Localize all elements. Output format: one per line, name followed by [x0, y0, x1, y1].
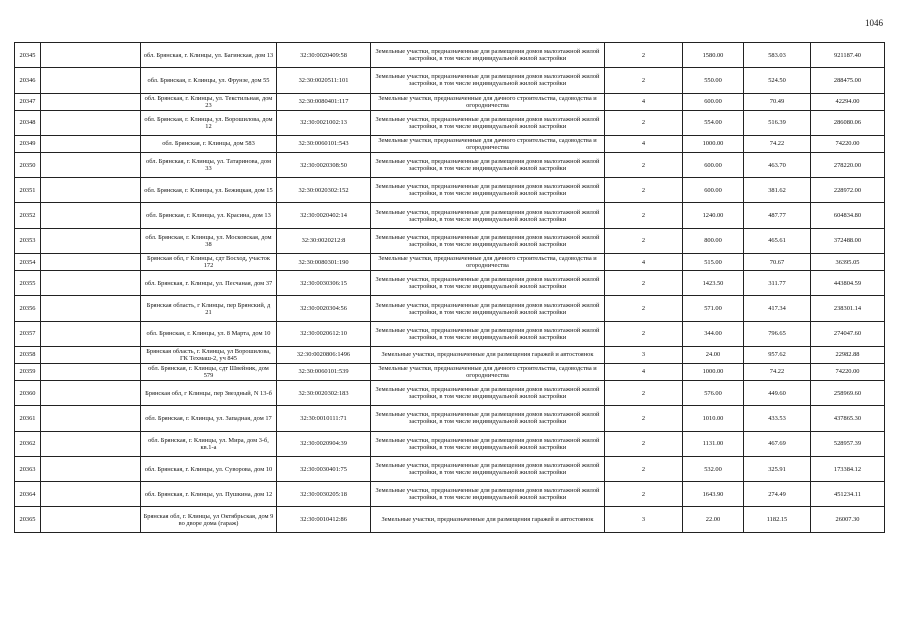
- cell-specific-value: 487.77: [744, 203, 811, 228]
- cell-address: обл. Брянская, г. Клинцы, ул. Мира, дом 3-б, кв.1-а: [141, 431, 277, 456]
- cell-blank: [41, 431, 141, 456]
- cell-cadastral-number: 32:30:0060101:539: [277, 363, 371, 380]
- table-row: [15, 321, 885, 346]
- cell-blank: [41, 254, 141, 271]
- cell-land-use: Земельные участки, предназначенные для размещения домов малоэтажной жилой застройки, в том числе индивидуальной жилой застройки: [371, 203, 605, 228]
- cell-address: обл. Брянская, г. Клинцы, ул. 8 Марта, дом 10: [141, 321, 277, 346]
- cell-blank: [41, 346, 141, 363]
- cell-address: обл. Брянская, г. Клинцы, ул. Фрунзе, дом 55: [141, 68, 277, 93]
- cell-group: 2: [605, 431, 683, 456]
- cell-specific-value: 70.49: [744, 93, 811, 110]
- cell-group: 4: [605, 254, 683, 271]
- cell-record-id: 20365: [15, 507, 41, 532]
- cell-cadastral-number: 32:30:0020904:39: [277, 431, 371, 456]
- cell-address: обл. Брянская, г. Клинцы, ул. Багинская, дом 13: [141, 43, 277, 68]
- cell-area: 800.00: [683, 228, 744, 253]
- table-row: [15, 152, 885, 177]
- cell-area: 600.00: [683, 152, 744, 177]
- cell-address: обл. Брянская, г. Клинцы, дом 583: [141, 135, 277, 152]
- cell-cadastral-number: 32:30:0010111:71: [277, 406, 371, 431]
- cell-specific-value: 516.39: [744, 110, 811, 135]
- cell-specific-value: 417.34: [744, 296, 811, 321]
- cell-cadastral-value: 74220.00: [811, 363, 885, 380]
- cell-group: 3: [605, 346, 683, 363]
- cell-cadastral-number: 32:30:0020308:50: [277, 152, 371, 177]
- cell-area: 550.00: [683, 68, 744, 93]
- cell-blank: [41, 406, 141, 431]
- cell-cadastral-value: 437865.30: [811, 406, 885, 431]
- cell-land-use: Земельные участки, предназначенные для размещения домов малоэтажной жилой застройки, в том числе индивидуальной жилой застройки: [371, 456, 605, 481]
- cell-record-id: 20360: [15, 380, 41, 405]
- cell-area: 532.00: [683, 456, 744, 481]
- cell-specific-value: 433.53: [744, 406, 811, 431]
- cell-record-id: 20363: [15, 456, 41, 481]
- cell-land-use: Земельные участки, предназначенные для размещения домов малоэтажной жилой застройки, в том числе индивидуальной жилой застройки: [371, 271, 605, 296]
- cell-blank: [41, 178, 141, 203]
- cell-address: обл. Брянская, г. Клинцы, ул. Московская, дом 38: [141, 228, 277, 253]
- cell-record-id: 20361: [15, 406, 41, 431]
- table-row: [15, 363, 885, 380]
- table-row: [15, 431, 885, 456]
- cell-specific-value: 74.22: [744, 363, 811, 380]
- cell-land-use: Земельные участки, предназначенные для размещения гаражей и автостоянок: [371, 346, 605, 363]
- cell-specific-value: 70.67: [744, 254, 811, 271]
- cell-cadastral-value: 274047.60: [811, 321, 885, 346]
- cell-area: 24.00: [683, 346, 744, 363]
- cell-specific-value: 381.62: [744, 178, 811, 203]
- cell-cadastral-number: 32:30:0020212:8: [277, 228, 371, 253]
- table-row: [15, 43, 885, 68]
- cell-land-use: Земельные участки, предназначенные для размещения домов малоэтажной жилой застройки, в том числе индивидуальной жилой застройки: [371, 431, 605, 456]
- cell-group: 2: [605, 482, 683, 507]
- cell-area: 1643.90: [683, 482, 744, 507]
- cell-specific-value: 1182.15: [744, 507, 811, 532]
- cell-group: 2: [605, 271, 683, 296]
- table-row: [15, 203, 885, 228]
- cell-land-use: Земельные участки, предназначенные для размещения домов малоэтажной жилой застройки, в том числе индивидуальной жилой застройки: [371, 406, 605, 431]
- cell-group: 2: [605, 43, 683, 68]
- cell-cadastral-number: 32:30:0030401:75: [277, 456, 371, 481]
- cell-specific-value: 467.69: [744, 431, 811, 456]
- cell-record-id: 20348: [15, 110, 41, 135]
- cell-cadastral-value: 528957.39: [811, 431, 885, 456]
- cell-cadastral-value: 258969.60: [811, 380, 885, 405]
- cell-blank: [41, 271, 141, 296]
- table-row: [15, 296, 885, 321]
- cell-address: обл. Брянская, г. Клинцы, ул. Текстильная, дом 23: [141, 93, 277, 110]
- cell-land-use: Земельные участки, предназначенные для размещения домов малоэтажной жилой застройки, в том числе индивидуальной жилой застройки: [371, 321, 605, 346]
- cell-land-use: Земельные участки, предназначенные для размещения домов малоэтажной жилой застройки, в том числе индивидуальной жилой застройки: [371, 380, 605, 405]
- cell-record-id: 20353: [15, 228, 41, 253]
- cell-specific-value: 957.62: [744, 346, 811, 363]
- cell-group: 2: [605, 296, 683, 321]
- cell-area: 1010.00: [683, 406, 744, 431]
- cell-record-id: 20352: [15, 203, 41, 228]
- cell-group: 4: [605, 363, 683, 380]
- cell-record-id: 20354: [15, 254, 41, 271]
- cell-group: 2: [605, 110, 683, 135]
- cell-cadastral-number: 32:30:0020806:1496: [277, 346, 371, 363]
- cell-cadastral-number: 32:30:0080401:117: [277, 93, 371, 110]
- cell-cadastral-number: 32:30:0080301:190: [277, 254, 371, 271]
- cell-record-id: 20359: [15, 363, 41, 380]
- cell-specific-value: 311.77: [744, 271, 811, 296]
- cell-cadastral-value: 173384.12: [811, 456, 885, 481]
- cell-land-use: Земельные участки, предназначенные для дачного строительства, садоводства и огородничества: [371, 135, 605, 152]
- cell-land-use: Земельные участки, предназначенные для дачного строительства, садоводства и огородничества: [371, 254, 605, 271]
- cell-cadastral-value: 921187.40: [811, 43, 885, 68]
- cell-group: 3: [605, 507, 683, 532]
- cell-area: 1423.50: [683, 271, 744, 296]
- cell-blank: [41, 203, 141, 228]
- cell-record-id: 20347: [15, 93, 41, 110]
- cell-land-use: Земельные участки, предназначенные для размещения домов малоэтажной жилой застройки, в том числе индивидуальной жилой застройки: [371, 43, 605, 68]
- table-row: [15, 406, 885, 431]
- cell-cadastral-value: 288475.00: [811, 68, 885, 93]
- cell-specific-value: 463.70: [744, 152, 811, 177]
- cell-cadastral-number: 32:30:0020409:58: [277, 43, 371, 68]
- cell-blank: [41, 363, 141, 380]
- cell-cadastral-value: 74220.00: [811, 135, 885, 152]
- table-body: [15, 43, 885, 533]
- cell-area: 600.00: [683, 93, 744, 110]
- cell-record-id: 20345: [15, 43, 41, 68]
- cell-group: 2: [605, 152, 683, 177]
- cell-cadastral-value: 451234.11: [811, 482, 885, 507]
- cell-cadastral-value: 228972.00: [811, 178, 885, 203]
- cell-record-id: 20356: [15, 296, 41, 321]
- cell-land-use: Земельные участки, предназначенные для размещения домов малоэтажной жилой застройки, в том числе индивидуальной жилой застройки: [371, 68, 605, 93]
- cell-specific-value: 449.60: [744, 380, 811, 405]
- cell-group: 4: [605, 93, 683, 110]
- cell-blank: [41, 456, 141, 481]
- cell-group: 2: [605, 228, 683, 253]
- table-row: [15, 254, 885, 271]
- table-row: [15, 135, 885, 152]
- cell-blank: [41, 110, 141, 135]
- cell-area: 1000.00: [683, 363, 744, 380]
- cell-area: 571.00: [683, 296, 744, 321]
- cell-land-use: Земельные участки, предназначенные для размещения домов малоэтажной жилой застройки, в том числе индивидуальной жилой застройки: [371, 296, 605, 321]
- cell-address: обл. Брянская, г. Клинцы, сдт Швейник, дом 579: [141, 363, 277, 380]
- cell-cadastral-number: 32:30:0020302:183: [277, 380, 371, 405]
- cell-record-id: 20350: [15, 152, 41, 177]
- cell-land-use: Земельные участки, предназначенные для дачного строительства, садоводства и огородничества: [371, 363, 605, 380]
- cell-cadastral-value: 22982.88: [811, 346, 885, 363]
- cell-land-use: Земельные участки, предназначенные для размещения домов малоэтажной жилой застройки, в том числе индивидуальной жилой застройки: [371, 482, 605, 507]
- cell-cadastral-number: 32:30:0020304:56: [277, 296, 371, 321]
- cell-address: обл. Брянская, г. Клинцы, ул. Бежицкая, дом 15: [141, 178, 277, 203]
- cell-address: обл. Брянская, г. Клинцы, ул. Красина, дом 13: [141, 203, 277, 228]
- page-number: 1046: [865, 18, 883, 28]
- cell-blank: [41, 296, 141, 321]
- cell-record-id: 20364: [15, 482, 41, 507]
- cell-area: 554.00: [683, 110, 744, 135]
- cell-record-id: 20351: [15, 178, 41, 203]
- cell-area: 1240.00: [683, 203, 744, 228]
- cell-cadastral-value: 238301.14: [811, 296, 885, 321]
- table-row: [15, 110, 885, 135]
- cell-group: 2: [605, 178, 683, 203]
- cell-group: 2: [605, 406, 683, 431]
- cell-record-id: 20349: [15, 135, 41, 152]
- cell-address: Брянская обл, г Клинцы, пер Звездный, N 13-б: [141, 380, 277, 405]
- cell-record-id: 20358: [15, 346, 41, 363]
- cell-cadastral-value: 604834.80: [811, 203, 885, 228]
- cell-cadastral-number: 32:30:0020302:152: [277, 178, 371, 203]
- cell-land-use: Земельные участки, предназначенные для размещения домов малоэтажной жилой застройки, в том числе индивидуальной жилой застройки: [371, 178, 605, 203]
- cell-record-id: 20362: [15, 431, 41, 456]
- cell-land-use: Земельные участки, предназначенные для дачного строительства, садоводства и огородничества: [371, 93, 605, 110]
- cell-land-use: Земельные участки, предназначенные для размещения домов малоэтажной жилой застройки, в том числе индивидуальной жилой застройки: [371, 152, 605, 177]
- cell-cadastral-value: 26007.30: [811, 507, 885, 532]
- cell-cadastral-number: 32:30:0030306:15: [277, 271, 371, 296]
- cell-cadastral-number: 32:30:0010412:86: [277, 507, 371, 532]
- cell-cadastral-number: 32:30:0020511:101: [277, 68, 371, 93]
- cell-area: 1000.00: [683, 135, 744, 152]
- cell-blank: [41, 321, 141, 346]
- table-row: [15, 456, 885, 481]
- cell-address: обл. Брянская, г. Клинцы, ул. Пушкина, дом 12: [141, 482, 277, 507]
- cell-group: 2: [605, 203, 683, 228]
- cell-blank: [41, 68, 141, 93]
- cell-blank: [41, 482, 141, 507]
- cell-address: Брянская обл, г. Клинцы, ул Октябрьская, дом 9 во дворе дома (гараж): [141, 507, 277, 532]
- table-row: [15, 93, 885, 110]
- cell-cadastral-value: 36395.05: [811, 254, 885, 271]
- cell-blank: [41, 507, 141, 532]
- cell-area: 1131.00: [683, 431, 744, 456]
- cell-cadastral-value: 278220.00: [811, 152, 885, 177]
- cadastral-value-table: [14, 42, 885, 533]
- cell-cadastral-value: 372488.00: [811, 228, 885, 253]
- cell-cadastral-number: 32:30:0020402:14: [277, 203, 371, 228]
- cell-address: обл. Брянская, г. Клинцы, ул. Ворошилова, дом 12: [141, 110, 277, 135]
- cell-area: 576.00: [683, 380, 744, 405]
- cell-cadastral-value: 443804.59: [811, 271, 885, 296]
- cell-record-id: 20357: [15, 321, 41, 346]
- cell-specific-value: 325.91: [744, 456, 811, 481]
- cell-land-use: Земельные участки, предназначенные для размещения гаражей и автостоянок: [371, 507, 605, 532]
- cell-address: Брянская обл, г Клинцы, сдт Восход, участок 172: [141, 254, 277, 271]
- cell-blank: [41, 135, 141, 152]
- cell-address: Брянская область, г Клинцы, пер Брянский, д 21: [141, 296, 277, 321]
- cell-area: 515.00: [683, 254, 744, 271]
- table-row: [15, 178, 885, 203]
- cell-group: 2: [605, 68, 683, 93]
- cell-cadastral-value: 42294.00: [811, 93, 885, 110]
- cell-blank: [41, 228, 141, 253]
- cell-record-id: 20346: [15, 68, 41, 93]
- cell-specific-value: 796.65: [744, 321, 811, 346]
- cell-blank: [41, 93, 141, 110]
- table-row: [15, 228, 885, 253]
- cell-group: 2: [605, 456, 683, 481]
- cell-specific-value: 583.03: [744, 43, 811, 68]
- cell-cadastral-number: 32:30:0030205:18: [277, 482, 371, 507]
- cell-group: 2: [605, 380, 683, 405]
- cell-specific-value: 465.61: [744, 228, 811, 253]
- cell-land-use: Земельные участки, предназначенные для размещения домов малоэтажной жилой застройки, в том числе индивидуальной жилой застройки: [371, 110, 605, 135]
- table-row: [15, 380, 885, 405]
- cell-address: обл. Брянская, г. Клинцы, ул. Песчаная, дом 37: [141, 271, 277, 296]
- cell-blank: [41, 380, 141, 405]
- cell-address: обл. Брянская, г. Клинцы, ул. Западная, дом 17: [141, 406, 277, 431]
- cell-land-use: Земельные участки, предназначенные для размещения домов малоэтажной жилой застройки, в том числе индивидуальной жилой застройки: [371, 228, 605, 253]
- table-row: [15, 482, 885, 507]
- cell-address: обл. Брянская, г. Клинцы, ул. Татаринова, дом 33: [141, 152, 277, 177]
- table-row: [15, 346, 885, 363]
- cell-group: 4: [605, 135, 683, 152]
- cell-group: 2: [605, 321, 683, 346]
- cell-blank: [41, 152, 141, 177]
- cell-cadastral-number: 32:30:0020612:10: [277, 321, 371, 346]
- table-row: [15, 507, 885, 532]
- cell-area: 344.00: [683, 321, 744, 346]
- cell-area: 600.00: [683, 178, 744, 203]
- table-row: [15, 271, 885, 296]
- cell-blank: [41, 43, 141, 68]
- cell-area: 22.00: [683, 507, 744, 532]
- cell-cadastral-value: 286080.06: [811, 110, 885, 135]
- cell-address: Брянская область, г. Клинцы, ул Ворошилова, ГК Техмаш-2, уч 845: [141, 346, 277, 363]
- table-row: [15, 68, 885, 93]
- cell-specific-value: 274.49: [744, 482, 811, 507]
- cell-address: обл. Брянская, г. Клинцы, ул. Суворова, дом 10: [141, 456, 277, 481]
- cell-specific-value: 524.50: [744, 68, 811, 93]
- cell-cadastral-number: 32:30:0021002:13: [277, 110, 371, 135]
- cell-specific-value: 74.22: [744, 135, 811, 152]
- cell-area: 1580.00: [683, 43, 744, 68]
- cell-cadastral-number: 32:30:0060101:543: [277, 135, 371, 152]
- cell-record-id: 20355: [15, 271, 41, 296]
